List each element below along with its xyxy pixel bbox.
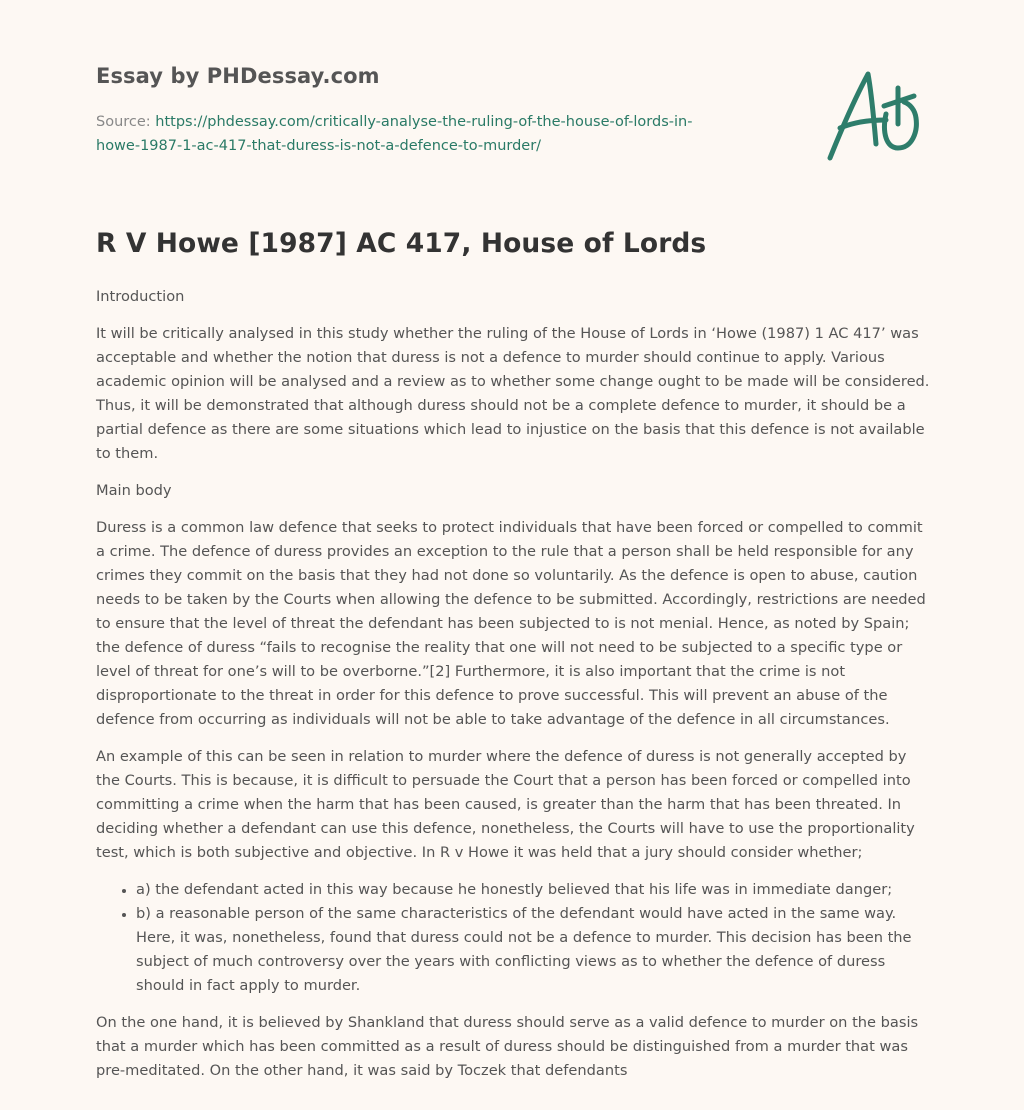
essay-title: R V Howe [1987] AC 417, House of Lords [96,228,707,259]
source-link-line-1[interactable]: https://phdessay.com/critically-analyse-the-ruling-of-the-house-of-lords-in- [155,114,693,130]
source-label: Source: [96,114,151,130]
source-link[interactable] [96,114,692,154]
main-paragraph-2: An example of this can be seen in relation to murder where the defence of duress is not generally accepted by the Courts. This is because, it is difficult to persuade the Court that a person has been forced or compelled into committing a crime when the harm that has been caused, is greater than the harm that has been threated. In deciding whether a defendant can use this defence, nonetheless, the Courts will have to use the proportionality test, which is both subjective and objective. In R v Howe it was held that a jury should consider whether; [96,748,915,861]
intro-heading: Introduction [96,288,185,305]
essay-body [96,285,930,1096]
criteria-list [96,878,930,998]
main-body-heading: Main body [96,482,172,499]
site-brand: Essay by PHDessay.com [96,64,380,88]
main-paragraph-1: Duress is a common law defence that seeks to protect individuals that have been forced or compelled to commit a crime. The defence of duress provides an exception to the rule that a person shall be held responsible for any crimes they commit on the basis that they had not done so voluntarily. As the defence is open to abuse, caution needs to be taken by the Courts when allowing the defence to be submitted. Accordingly, restrictions are needed to ensure that the level of threat the defendant has been subjected to is not menial. Hence, as noted by Spain; the defence of duress “fails to recognise the reality that one will not need to be subjected to a specific type or level of threat for one’s will to be overborne.”[2] Furthermore, it is also important that the crime is not disproportionate to the threat in order for this defence to prove successful. This will prevent an abuse of the defence from occurring as individuals will not be able to take advantage of the defence in all circumstances. [96,519,926,728]
intro-paragraph: It will be critically analysed in this study whether the ruling of the House of Lords in ‘Howe (1987) 1 AC 417’ was acceptable and whether the notion that duress is not a defence to murder should continue to apply. Various academic opinion will be analysed and a review as to whether some change ought to be made will be considered. Thus, it will be demonstrated that although duress should not be a complete defence to murder, it should be a partial defence as there are some situations which lead to injustice on the basis that this defence is not available to them. [96,325,930,462]
list-item: • b) a reasonable person of the same characteristics of the defendant would have acted in the same way. Here, it was, nonetheless, found that duress could not be a defence to murder. This decision has been the subject of much controversy over the years with conflicting views as to whether the defence of duress should in fact apply to murder. [136,902,930,998]
source-line [96,110,756,158]
list-item: • a) the defendant acted in this way because he honestly believed that his life was in immediate danger; [136,878,930,902]
a-plus-logo-icon [820,66,930,166]
source-link-line-2[interactable]: howe-1987-1-ac-417-that-duress-is-not-a-defence-to-murder/ [96,138,542,154]
main-paragraph-3: On the one hand, it is believed by Shankland that duress should serve as a valid defence to murder on the basis that a murder which has been committed as a result of duress should be distinguished from a murder that was pre-meditated. On the other hand, it was said by Toczek that defendants [96,1014,919,1079]
